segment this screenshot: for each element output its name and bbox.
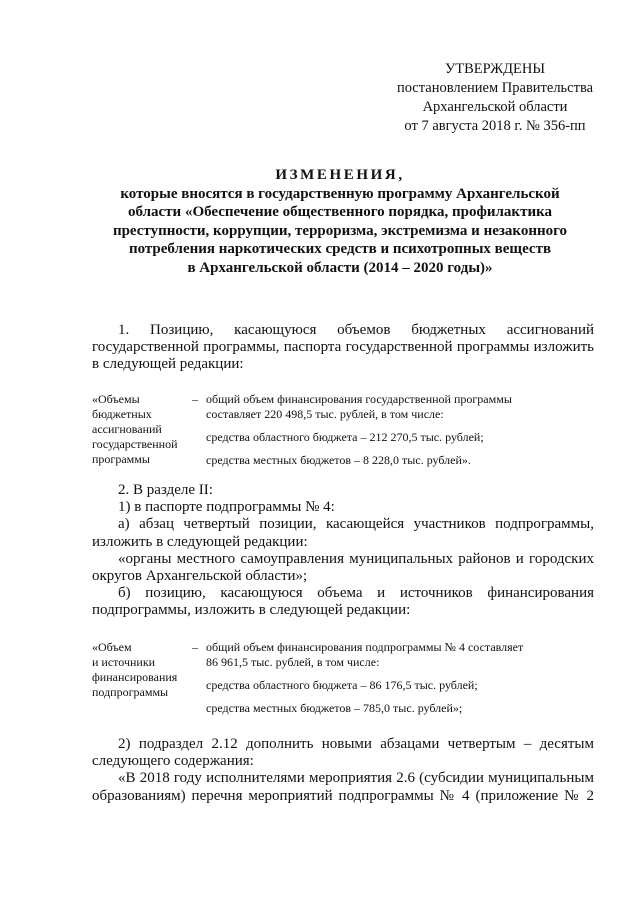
title-line: которые вносятся в государственную программу Архангельской	[120, 185, 560, 202]
text-line: «органы местного самоуправления муниципальных районов и городских	[118, 550, 594, 567]
table-right-cell: средства местных бюджетов – 8 228,0 тыс. рублей».	[206, 453, 471, 467]
table-left-cell: финансирования	[92, 670, 178, 684]
text-line: 2. В разделе II:	[118, 482, 213, 498]
title-line: преступности, коррупции, терроризма, экстремизма и незаконного	[112, 222, 568, 239]
table-right-cell: 86 961,5 тыс. рублей, в том числе:	[206, 655, 380, 669]
text-line: 2) подраздел 2.12 дополнить новыми абзацами четвертым – десятым	[118, 736, 594, 752]
approval-line: постановлением Правительства	[396, 80, 594, 96]
text-line: государственной программы, паспорта государственной программы изложить	[92, 339, 594, 356]
table-left-cell: «Объемы	[92, 392, 140, 406]
table-right-cell: средства областного бюджета – 212 270,5 тыс. рублей;	[206, 430, 484, 444]
approval-line: УТВЕРЖДЕНЫ	[444, 61, 546, 77]
table-right-cell: средства областного бюджета – 86 176,5 тыс. рублей;	[206, 678, 478, 692]
table-right-cell: общий объем финансирования государственной программы	[206, 392, 512, 406]
approval-line: Архангельской области	[422, 99, 568, 115]
text-line: следующего содержания:	[92, 753, 254, 770]
table-left-cell: «Объем	[92, 640, 132, 654]
approval-stamp	[370, 60, 620, 136]
text-line: б) позицию, касающуюся объема и источников финансирования	[118, 585, 594, 602]
table-left-cell: подпрограммы	[92, 685, 169, 699]
text-line: а) абзац четвертый позиции, касающейся участников подпрограммы,	[118, 516, 594, 533]
approval-line: от 7 августа 2018 г. № 356-пп	[404, 118, 586, 134]
table-left-cell: государственной	[92, 437, 178, 451]
table-right-cell: общий объем финансирования подпрограммы № 4 составляет	[206, 640, 524, 654]
text-line: образованиям) перечня мероприятий подпрограммы № 4 (приложение № 2	[92, 787, 594, 804]
text-line: «В 2018 году исполнителями мероприятия 2.6 (субсидии муниципальным	[118, 770, 594, 787]
title-line: потребления наркотических средств и психотропных веществ	[128, 241, 552, 258]
table-dash: –	[192, 392, 198, 406]
table-left-cell: бюджетных	[92, 407, 152, 421]
table-right-cell: составляет 220 498,5 тыс. рублей, в том числе:	[206, 407, 444, 421]
table-left-cell: программы	[92, 452, 150, 466]
title-heading: ИЗМЕНЕНИЯ,	[275, 167, 405, 183]
table-left-cell: и источники	[92, 655, 156, 669]
section-3-paragraph	[92, 736, 594, 805]
text-line: в следующей редакции:	[92, 356, 244, 373]
text-line: подпрограммы, изложить в следующей редакции:	[92, 602, 411, 619]
table-left-cell: ассигнований	[92, 422, 162, 436]
title-line: области «Обеспечение общественного порядка, профилактика	[127, 204, 553, 221]
document-title	[90, 166, 590, 278]
text-line: изложить в следующей редакции:	[92, 533, 308, 550]
section-1-paragraph	[92, 322, 594, 374]
text-line: 1) в паспорте подпрограммы № 4:	[118, 499, 335, 516]
table-right-cell: средства местных бюджетов – 785,0 тыс. рублей»;	[206, 701, 463, 715]
text-line: округов Архангельской области»;	[92, 567, 308, 584]
table-dash: –	[192, 640, 198, 654]
text-line: 1. Позицию, касающуюся объемов бюджетных ассигнований	[118, 322, 594, 338]
title-line: в Архангельской области (2014 – 2020 годы)»	[187, 259, 493, 276]
section-2-paragraph	[92, 482, 594, 620]
